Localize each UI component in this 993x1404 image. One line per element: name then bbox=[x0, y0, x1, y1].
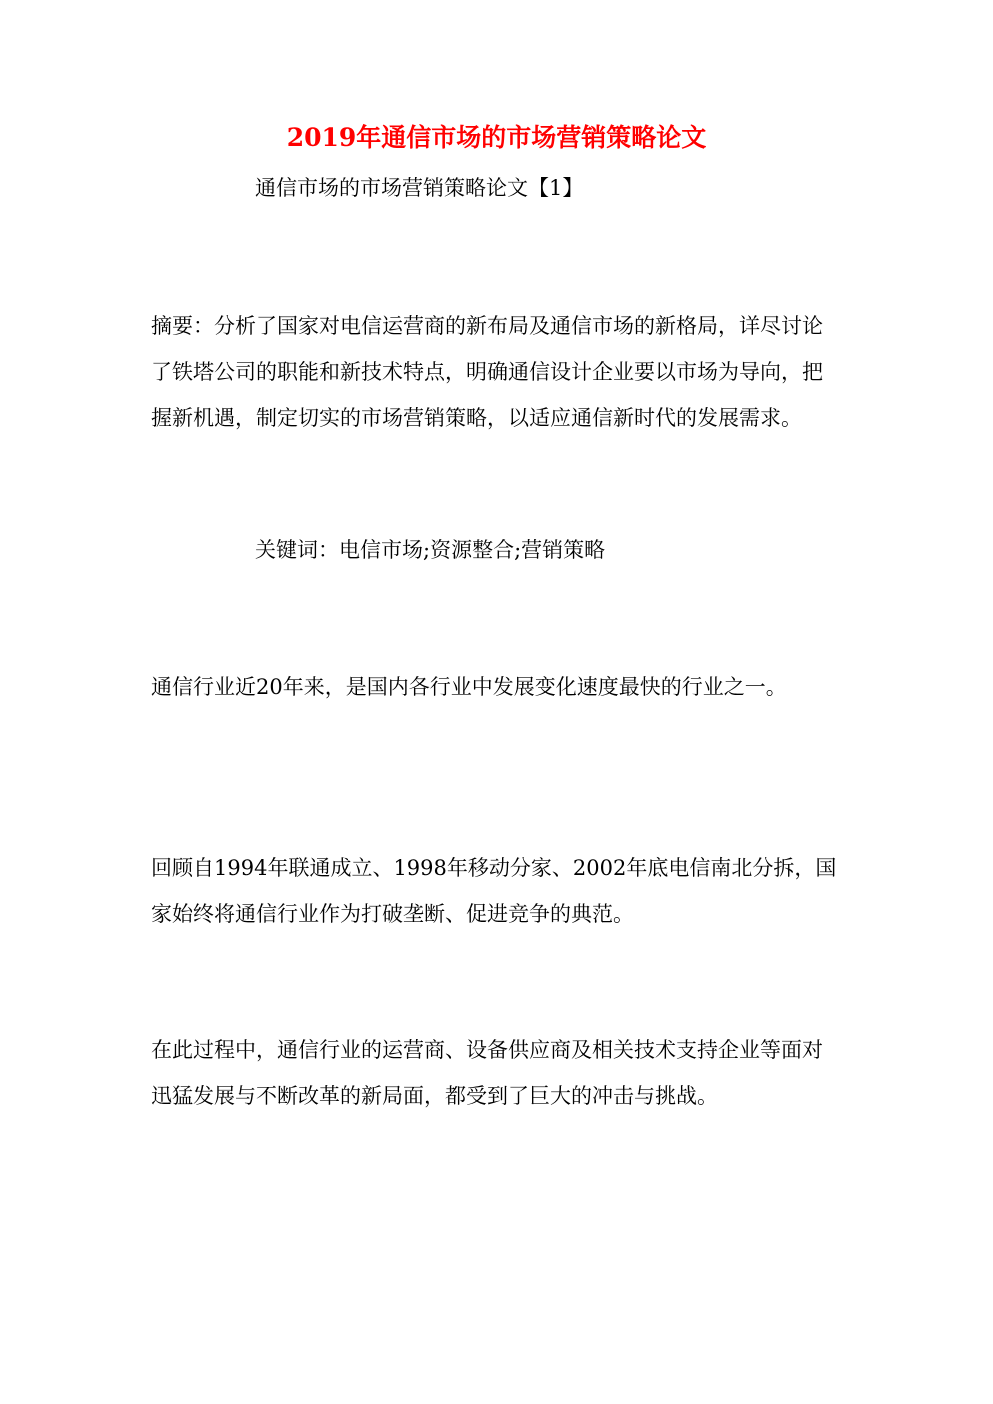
body-paragraph: 回顾自1994年联通成立、1998年移动分家、2002年底电信南北分拆，国家始终将通信行业作为打破垄断、促进竞争的典范。 bbox=[151, 856, 837, 926]
body-paragraph: 在此过程中，通信行业的运营商、设备供应商及相关技术支持企业等面对迅猛发展与不断改革的新局面，都受到了巨大的冲击与挑战。 bbox=[151, 1038, 823, 1108]
abstract-paragraph: 摘要：分析了国家对电信运营商的新布局及通信市场的新格局，详尽讨论了铁塔公司的职能和新技术特点，明确通信设计企业要以市场为导向，把握新机遇，制定切实的市场营销策略，以适应通信新时代的发展需求。 bbox=[151, 314, 823, 430]
document-title: 2019年通信市场的市场营销策略论文 bbox=[286, 123, 707, 152]
body-paragraph: 通信行业近20年来，是国内各行业中发展变化速度最快的行业之一。 bbox=[151, 675, 787, 699]
document-subtitle: 通信市场的市场营销策略论文【1】 bbox=[255, 176, 584, 200]
keywords-line: 关键词：电信市场;资源整合;营销策略 bbox=[255, 538, 606, 562]
